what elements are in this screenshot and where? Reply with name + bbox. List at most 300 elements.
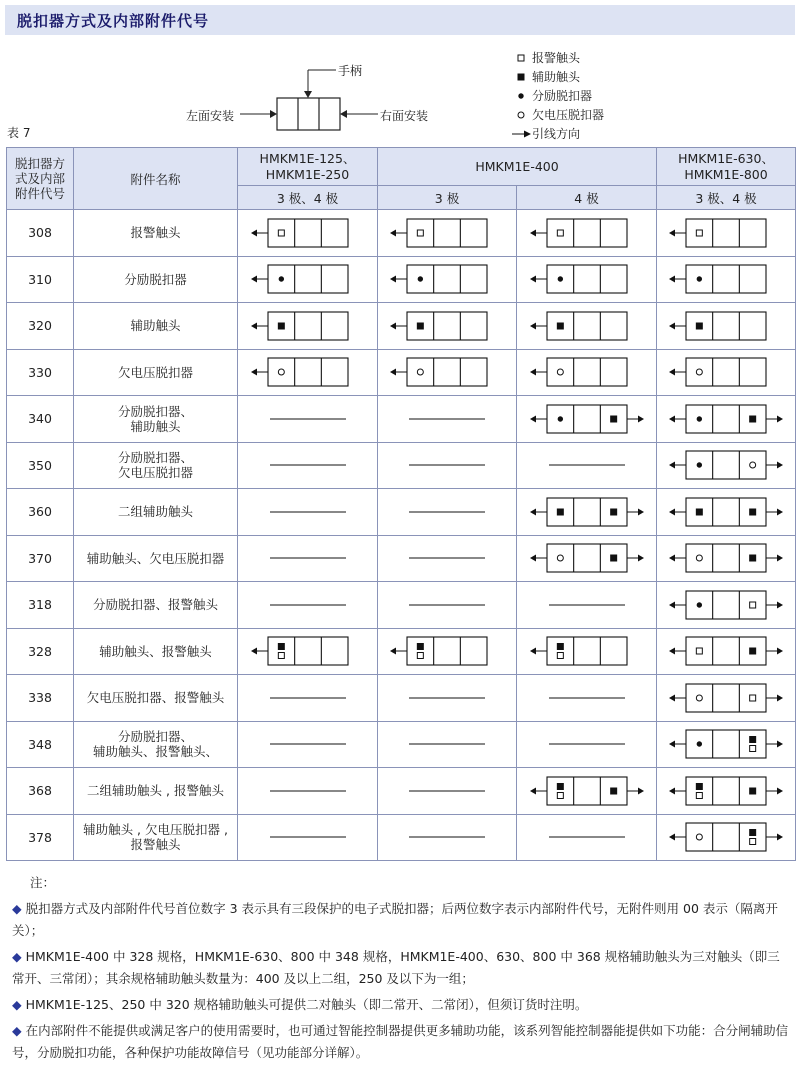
alarm-contact-icon [696, 230, 702, 236]
row-accessory-name: 分励脱扣器、 辅助触头、报警触头、 [74, 721, 238, 768]
legend-item [510, 67, 604, 86]
legend-symbol [510, 51, 532, 65]
symbol-cell [378, 675, 517, 722]
auxiliary-contact-icon [610, 555, 617, 562]
accessory-symbol [527, 304, 647, 348]
undervoltage-release-icon [278, 369, 284, 375]
alarm-contact-icon [417, 230, 423, 236]
lead-arrow-icon [669, 229, 675, 236]
accessory-symbol [387, 350, 507, 394]
symbol-cell [378, 814, 517, 861]
symbol-cell [238, 256, 378, 303]
note-text: HMKM1E-125、250 中 320 规格辅助触头可提供二对触头（即二常开、二常闭），但须订货时注明。 [25, 997, 588, 1012]
accessory-symbol [248, 211, 368, 255]
breaker-outline [407, 637, 487, 665]
accessory-symbol [387, 211, 507, 255]
lead-arrow-icon [530, 276, 536, 283]
lead-arrow-icon [777, 834, 783, 841]
accessory-symbol [666, 769, 786, 813]
symbol-cell [657, 256, 796, 303]
alarm-contact-icon [557, 792, 563, 798]
symbol-cell [238, 582, 378, 629]
symbol-cell [238, 628, 378, 675]
accessory-symbol [248, 722, 368, 766]
accessory-symbol [248, 629, 368, 673]
legend-symbol [510, 108, 532, 122]
accessory-symbol [248, 257, 368, 301]
accessory-symbol [387, 583, 507, 627]
accessory-symbol [527, 443, 647, 487]
symbol-cell [657, 396, 796, 443]
header-poles-3: 4 极 [517, 186, 657, 210]
lead-arrow-icon [530, 229, 536, 236]
lead-arrow-icon [251, 648, 257, 655]
symbol-cell [517, 396, 657, 443]
accessory-symbol [248, 397, 368, 441]
auxiliary-contact-icon [417, 643, 424, 650]
symbol-cell [238, 396, 378, 443]
row-code: 370 [7, 535, 74, 582]
header-name: 附件名称 [74, 148, 238, 210]
alarm-contact-icon [750, 695, 756, 701]
symbol-cell [517, 535, 657, 582]
lead-arrow-icon [390, 229, 396, 236]
accessory-symbol [248, 304, 368, 348]
lead-arrow-icon [251, 229, 257, 236]
lead-arrow-icon [777, 462, 783, 469]
auxiliary-contact-icon [417, 322, 424, 329]
shunt-release-icon [418, 277, 423, 282]
lead-arrow-icon [669, 648, 675, 655]
table-row [7, 675, 796, 722]
header-code-text: 脱扣器方式及内部附件代号 [14, 156, 65, 201]
symbol-cell [657, 303, 796, 350]
symbol-cell [517, 675, 657, 722]
symbol-cell [657, 349, 796, 396]
accessory-symbol [666, 304, 786, 348]
lead-arrow-icon [638, 415, 644, 422]
accessory-symbol [527, 211, 647, 255]
legend-item [510, 48, 604, 67]
accessory-symbol [387, 257, 507, 301]
auxiliary-contact-icon [749, 829, 756, 836]
symbol-cell [517, 303, 657, 350]
auxiliary-contact-icon [749, 415, 756, 422]
alarm-contact-icon [750, 602, 756, 608]
accessory-code-table [6, 147, 796, 861]
symbol-cell [238, 210, 378, 257]
lead-arrow-icon [669, 276, 675, 283]
legend-symbol-svg [510, 51, 532, 65]
lead-arrow-icon [251, 369, 257, 376]
row-code: 350 [7, 442, 74, 489]
accessory-symbol [666, 722, 786, 766]
accessory-symbol [387, 304, 507, 348]
lead-arrow-icon [530, 322, 536, 329]
row-code: 378 [7, 814, 74, 861]
auxiliary-contact-icon [277, 643, 284, 650]
symbol-cell [378, 582, 517, 629]
mounting-diagram [0, 40, 800, 150]
alarm-contact-icon [696, 792, 702, 798]
shunt-release-icon [697, 602, 702, 607]
legend-label: 分励脱扣器 [532, 89, 593, 103]
lead-arrow-icon [530, 508, 536, 515]
shunt-release-icon [697, 463, 702, 468]
symbol-cell [378, 489, 517, 536]
lead-arrow-icon [777, 741, 783, 748]
undervoltage-release-icon [557, 555, 563, 561]
note-text: HMKM1E-400 中 328 规格，HMKM1E-630、800 中 348 规格，HMKM1E-400、630、800 中 368 规格辅助触头为三对触头（即三常开、三常闭）；其余规格辅助触头数量为：400 及以上二组，250 及以下为一组； [12, 949, 780, 986]
symbol-cell [378, 396, 517, 443]
accessory-symbol [387, 722, 507, 766]
alarm-contact-icon [750, 839, 756, 845]
lead-arrow-icon [669, 415, 675, 422]
note-item [12, 1020, 792, 1064]
alarm-contact-icon [518, 55, 524, 61]
accessory-symbol [666, 211, 786, 255]
notes-title: 注： [30, 875, 56, 890]
row-accessory-name: 辅助触头 , 欠电压脱扣器 , 报警触头 [74, 814, 238, 861]
accessory-symbol [387, 815, 507, 859]
legend-symbol [510, 89, 532, 103]
symbol-cell [517, 582, 657, 629]
legend-symbol [510, 70, 532, 84]
auxiliary-contact-icon [696, 508, 703, 515]
accessory-symbol [527, 490, 647, 534]
accessory-symbol [248, 583, 368, 627]
symbol-cell [378, 349, 517, 396]
accessory-symbol [666, 676, 786, 720]
symbol-cell [657, 721, 796, 768]
shunt-release-icon [278, 277, 283, 282]
auxiliary-contact-icon [610, 508, 617, 515]
alarm-contact-icon [417, 653, 423, 659]
symbol-cell [517, 814, 657, 861]
legend-label: 欠电压脱扣器 [532, 108, 605, 122]
symbol-cell [238, 814, 378, 861]
lead-arrow-icon [669, 834, 675, 841]
note-text: 在内部附件不能提供或满足客户的使用需要时，也可通过智能控制器提供更多辅助功能，该系列智能控制器能提供如下功能：合分闸辅助信号，分励脱扣功能，各种保护功能故障信号（见功能部分详解）。 [12, 1023, 789, 1060]
accessory-symbol [666, 490, 786, 534]
right-mount-label: 右面安装 [380, 109, 429, 123]
row-accessory-name: 辅助触头、报警触头 [74, 628, 238, 675]
alarm-contact-icon [557, 230, 563, 236]
shunt-release-icon [518, 93, 523, 98]
auxiliary-contact-icon [610, 787, 617, 794]
breaker-outline [547, 637, 627, 665]
accessory-symbol [248, 443, 368, 487]
table-row [7, 349, 796, 396]
lead-arrow-icon [390, 276, 396, 283]
notes-section [12, 872, 792, 1068]
row-code: 330 [7, 349, 74, 396]
diamond-bullet-icon: ◆ [12, 1023, 22, 1038]
accessory-symbol [666, 350, 786, 394]
legend-symbol-svg [510, 70, 532, 84]
symbol-cell [378, 535, 517, 582]
row-code: 360 [7, 489, 74, 536]
accessory-symbol [387, 536, 507, 580]
symbol-cell [657, 814, 796, 861]
table-row [7, 303, 796, 350]
table-row [7, 535, 796, 582]
symbol-cell [657, 582, 796, 629]
lead-arrow-icon [251, 276, 257, 283]
header-code [7, 148, 74, 210]
lead-arrow-icon [669, 508, 675, 515]
symbol-cell [238, 535, 378, 582]
legend-item [510, 105, 604, 124]
note-item [12, 898, 792, 942]
header-group-400: HMKM1E-400 [378, 148, 657, 186]
symbol-cell [378, 256, 517, 303]
accessory-symbol [666, 815, 786, 859]
symbol-cell [517, 256, 657, 303]
alarm-contact-icon [278, 653, 284, 659]
accessory-symbol [387, 397, 507, 441]
symbol-cell [517, 349, 657, 396]
lead-arrow-icon [777, 415, 783, 422]
alarm-contact-icon [557, 653, 563, 659]
row-accessory-name: 分励脱扣器、 欠电压脱扣器 [74, 442, 238, 489]
row-code: 340 [7, 396, 74, 443]
symbol-cell [657, 768, 796, 815]
lead-arrow-icon [777, 601, 783, 608]
lead-arrow-icon [777, 555, 783, 562]
lead-arrow-icon [390, 322, 396, 329]
row-code: 338 [7, 675, 74, 722]
lead-arrow-icon [669, 601, 675, 608]
lead-arrow-icon [669, 369, 675, 376]
row-code: 368 [7, 768, 74, 815]
accessory-symbol [527, 350, 647, 394]
symbol-cell [517, 442, 657, 489]
alarm-contact-icon [278, 230, 284, 236]
auxiliary-contact-icon [749, 787, 756, 794]
accessory-symbol [666, 257, 786, 301]
table-row [7, 489, 796, 536]
accessory-symbol [527, 815, 647, 859]
symbol-cell [657, 210, 796, 257]
lead-arrow-icon [530, 415, 536, 422]
accessory-symbol [248, 490, 368, 534]
table-row [7, 442, 796, 489]
symbol-cell [517, 628, 657, 675]
shunt-release-icon [557, 277, 562, 282]
lead-arrow-icon [530, 555, 536, 562]
table-row [7, 256, 796, 303]
undervoltage-release-icon [750, 462, 756, 468]
row-accessory-name: 欠电压脱扣器、报警触头 [74, 675, 238, 722]
row-code: 318 [7, 582, 74, 629]
header-group-125-250: HMKM1E-125、 HMKM1E-250 [238, 148, 378, 186]
shunt-release-icon [697, 742, 702, 747]
accessory-symbol [387, 629, 507, 673]
row-code: 328 [7, 628, 74, 675]
header-group-630-800: HMKM1E-630、 HMKM1E-800 [657, 148, 796, 186]
accessory-symbol [387, 443, 507, 487]
lead-arrow-icon [530, 369, 536, 376]
symbol-cell [238, 675, 378, 722]
auxiliary-contact-icon [556, 508, 563, 515]
lead-arrow-icon [251, 322, 257, 329]
header-poles-4: 3 极、4 极 [657, 186, 796, 210]
symbol-cell [378, 210, 517, 257]
accessory-symbol [527, 536, 647, 580]
symbol-cell [238, 442, 378, 489]
symbol-legend [510, 48, 604, 143]
auxiliary-contact-icon [277, 322, 284, 329]
lead-arrow-icon [669, 694, 675, 701]
accessory-symbol [387, 490, 507, 534]
lead-arrow-icon [638, 555, 644, 562]
table-row [7, 210, 796, 257]
lead-arrow-icon [638, 508, 644, 515]
lead-arrow-icon [669, 462, 675, 469]
symbol-cell [657, 442, 796, 489]
header-poles-2: 3 极 [378, 186, 517, 210]
auxiliary-contact-icon [749, 736, 756, 743]
undervoltage-release-icon [557, 369, 563, 375]
symbol-cell [517, 768, 657, 815]
symbol-cell [517, 489, 657, 536]
auxiliary-contact-icon [556, 322, 563, 329]
accessory-symbol [248, 536, 368, 580]
legend-item [510, 86, 604, 105]
table-row [7, 582, 796, 629]
lead-arrow-icon [669, 555, 675, 562]
handle-label: 手柄 [338, 64, 363, 78]
symbol-cell [378, 768, 517, 815]
symbol-cell [657, 675, 796, 722]
legend-symbol-group [518, 112, 524, 118]
row-code: 348 [7, 721, 74, 768]
symbol-cell [378, 303, 517, 350]
row-code: 320 [7, 303, 74, 350]
symbol-cell [657, 628, 796, 675]
lead-arrow-icon [530, 648, 536, 655]
diamond-bullet-icon: ◆ [12, 901, 22, 916]
symbol-cell [238, 768, 378, 815]
lead-arrow-icon [530, 787, 536, 794]
row-accessory-name: 分励脱扣器 [74, 256, 238, 303]
symbol-cell [517, 210, 657, 257]
shunt-release-icon [697, 416, 702, 421]
auxiliary-contact-icon [610, 415, 617, 422]
row-accessory-name: 辅助触头、欠电压脱扣器 [74, 535, 238, 582]
shunt-release-icon [697, 277, 702, 282]
symbol-cell [378, 721, 517, 768]
shunt-release-icon [557, 416, 562, 421]
lead-arrow-icon [669, 322, 675, 329]
row-accessory-name: 报警触头 [74, 210, 238, 257]
diamond-bullet-icon: ◆ [12, 949, 22, 964]
undervoltage-release-icon [518, 112, 524, 118]
legend-symbol-group [518, 93, 523, 98]
auxiliary-contact-icon [518, 73, 525, 80]
symbol-cell [378, 628, 517, 675]
accessory-symbol [527, 257, 647, 301]
symbol-cell [238, 349, 378, 396]
symbol-cell [517, 721, 657, 768]
mounting-diagram-svg [0, 40, 800, 150]
note-item [12, 994, 792, 1016]
accessory-symbol [666, 397, 786, 441]
section-title: 脱扣器方式及内部附件代号 [17, 12, 210, 30]
accessory-symbol [527, 397, 647, 441]
accessory-symbol [387, 676, 507, 720]
legend-symbol-svg [510, 108, 532, 122]
symbol-cell [238, 489, 378, 536]
undervoltage-release-icon [696, 555, 702, 561]
lead-arrow-icon [390, 648, 396, 655]
auxiliary-contact-icon [749, 508, 756, 515]
legend-label: 引线方向 [532, 127, 581, 141]
auxiliary-contact-icon [556, 643, 563, 650]
row-accessory-name: 辅助触头 [74, 303, 238, 350]
breaker-outline [268, 637, 348, 665]
accessory-symbol [666, 443, 786, 487]
table-row [7, 768, 796, 815]
legend-symbol [510, 127, 532, 141]
table-row [7, 628, 796, 675]
accessory-symbol [666, 629, 786, 673]
lead-arrow-icon [669, 741, 675, 748]
left-mount-label: 左面安装 [186, 109, 235, 123]
accessory-symbol [387, 769, 507, 813]
accessory-symbol [248, 350, 368, 394]
note-item [12, 946, 792, 990]
symbol-cell [657, 535, 796, 582]
accessory-symbol [527, 583, 647, 627]
row-accessory-name: 二组辅助触头 , 报警触头 [74, 768, 238, 815]
row-accessory-name: 欠电压脱扣器 [74, 349, 238, 396]
auxiliary-contact-icon [556, 783, 563, 790]
row-code: 308 [7, 210, 74, 257]
auxiliary-contact-icon [696, 322, 703, 329]
row-accessory-name: 分励脱扣器、报警触头 [74, 582, 238, 629]
auxiliary-contact-icon [696, 783, 703, 790]
accessory-symbol [527, 722, 647, 766]
lead-arrow-icon [524, 130, 531, 137]
legend-label: 报警触头 [532, 51, 581, 65]
legend-label: 辅助触头 [532, 70, 581, 84]
legend-symbol-group [518, 55, 524, 61]
table-row [7, 721, 796, 768]
legend-symbol-svg [510, 127, 532, 141]
table-row [7, 814, 796, 861]
symbol-cell [657, 489, 796, 536]
legend-symbol-svg [510, 89, 532, 103]
undervoltage-release-icon [696, 834, 702, 840]
symbol-cell [238, 303, 378, 350]
note-text: 脱扣器方式及内部附件代号首位数字 3 表示具有三段保护的电子式脱扣器；后两位数字表示内部附件代号，无附件则用 00 表示（隔离开关）； [12, 901, 778, 938]
symbol-cell [378, 442, 517, 489]
lead-arrow-icon [777, 508, 783, 515]
row-code: 310 [7, 256, 74, 303]
undervoltage-release-icon [417, 369, 423, 375]
lead-arrow-icon [777, 648, 783, 655]
symbol-cell [238, 721, 378, 768]
accessory-symbol [248, 676, 368, 720]
auxiliary-contact-icon [749, 648, 756, 655]
table-row [7, 396, 796, 443]
legend-symbol-group [518, 73, 525, 80]
diamond-bullet-icon: ◆ [12, 997, 22, 1012]
table-label: 表 7 [7, 126, 31, 140]
accessory-symbol [527, 629, 647, 673]
